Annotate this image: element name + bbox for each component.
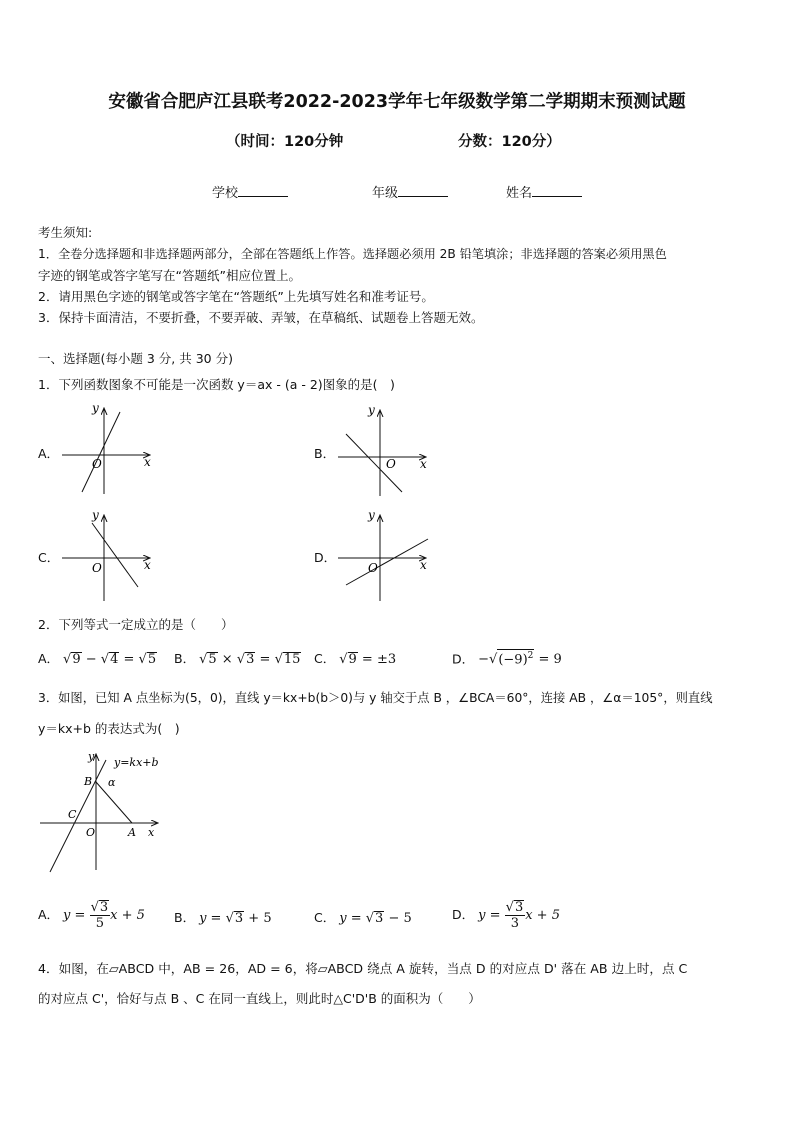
grade-label: 年级 [372,186,399,201]
y-axis-label: y [88,750,95,763]
notice-item-1a: 1．全卷分选择题和非选择题两部分，全部在答题纸上作答。选择题必须用 2B 铅笔填涂；非选择题的答案必须用黑色 [38,247,667,261]
question-4-line-2: 的对应点 C'，恰好与点 B 、C 在同一直线上，则此时△C'D'B 的面积为（ ） [38,991,481,1006]
score-info: 分数：120分） [458,134,561,150]
q1-option-c-label[interactable]: C． [38,550,60,565]
page-title: 安徽省合肥庐江县联考2022-2023学年七年级数学第二学期期末预测试题 [108,92,686,112]
point-c-label: C [68,808,77,821]
grade-field[interactable] [372,182,448,201]
question-2-stem: 2．下列等式一定成立的是（ ） [38,617,234,632]
alpha-label: α [108,776,116,789]
x-axis-label: x [144,558,151,572]
school-field[interactable] [212,182,288,201]
q2-option-d[interactable]: D． $-√(-9)^2 = 9$ [452,651,562,668]
q1-option-a-label[interactable]: A． [38,446,60,461]
x-axis-label: x [420,457,427,471]
option-letter: C． [314,910,336,925]
option-letter: B． [174,910,196,925]
origin-label: O [92,561,102,575]
option-letter: B． [174,651,196,666]
time-info: （时间：120分钟 [226,134,344,150]
q1-option-d-label[interactable]: D． [314,550,337,565]
option-letter: C． [314,651,336,666]
question-1-stem: 1．下列函数图象不可能是一次函数 y＝ax - (a - 2)图象的是( ) [38,377,395,392]
point-b-label: B [84,775,93,788]
origin-label: O [86,826,96,839]
notice-item-1b: 字迹的钢笔或答字笔写在“答题纸”相应位置上。 [38,268,301,283]
q1-graph-c [58,505,168,603]
q3-figure [36,748,166,878]
question-3-line-1: 3．如图，已知 A 点坐标为(5，0)，直线 y＝kx+b(b＞0)与 y 轴交于点 B ，∠BCA＝60°，连接 AB ，∠α＝105°，则直线 [38,691,713,705]
y-axis-label: y [368,403,375,417]
origin-label: O [368,561,378,575]
option-letter: A． [38,651,60,666]
q2-option-a[interactable]: A． √9 − √4 = √5 [38,651,157,667]
origin-label: O [386,457,396,471]
section-heading: 一、选择题(每小题 3 分, 共 30 分) [38,351,233,366]
line-label: y=kx+b [114,756,159,769]
y-axis-label: y [92,508,99,522]
q3-option-a[interactable]: A． y = $\frac{√3}{5}$ x + 5 [38,900,145,931]
notice-item-2: 2．请用黑色字迹的钢笔或答字笔在“答题纸”上先填写姓名和准考证号。 [38,289,434,304]
q3-option-c[interactable]: C． y = √3 − 5 [314,910,412,926]
question-3-line-2: y＝kx+b 的表达式为( ) [38,721,180,736]
school-label: 学校 [212,186,239,201]
name-field[interactable] [506,182,582,201]
q1-graph-a [58,398,168,496]
question-4-line-1: 4．如图，在▱ABCD 中，AB = 26，AD = 6，将▱ABCD 绕点 A 旋转，当点 D 的对应点 D' 落在 AB 边上时，点 C [38,961,688,976]
x-axis-label: x [148,826,155,839]
q2-option-b[interactable]: B． √5 × √3 = √15 [174,651,301,667]
option-letter: D． [452,651,475,667]
q1-option-b-label[interactable]: B． [314,446,336,461]
notice-heading: 考生须知: [38,225,93,240]
notice-item-3: 3．保持卡面清洁，不要折叠，不要弄破、弄皱，在草稿纸、试题卷上答题无效。 [38,310,484,325]
q1-graph-d [334,505,444,603]
y-axis-label: y [92,401,99,415]
q1-graph-b [334,400,444,498]
y-axis-label: y [368,508,375,522]
option-letter: D． [452,907,475,922]
point-a-label: A [128,826,136,839]
q2-option-c[interactable]: C． √9 = ±3 [314,651,397,667]
origin-label: O [92,457,102,471]
x-axis-label: x [144,455,151,469]
q3-option-b[interactable]: B． y = √3 + 5 [174,910,272,926]
x-axis-label: x [420,558,427,572]
option-letter: A． [38,907,60,922]
name-label: 姓名 [506,186,533,201]
q3-option-d[interactable]: D． y = $\frac{√3}{3}$ x + 5 [452,900,560,931]
